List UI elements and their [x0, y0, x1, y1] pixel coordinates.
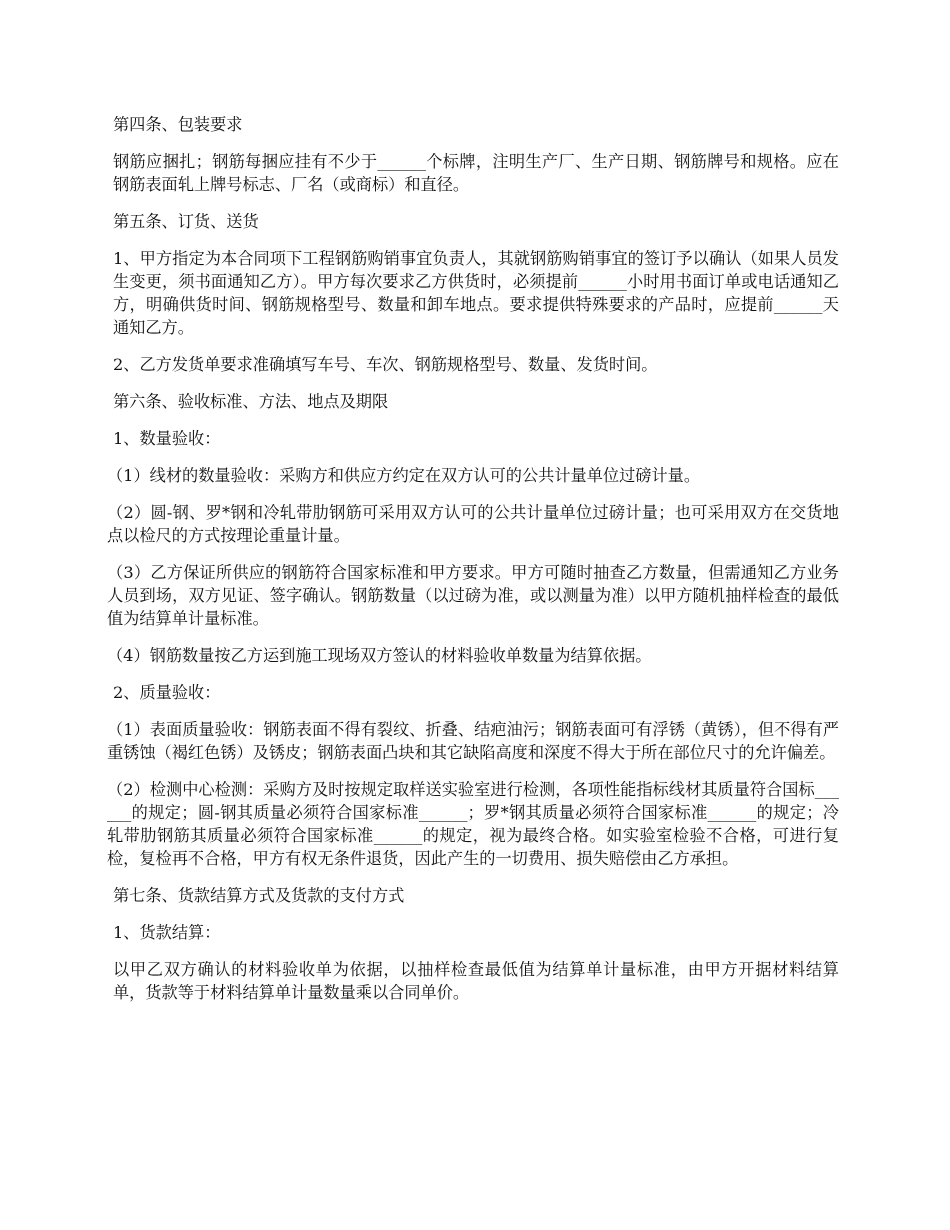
quantity-item-3: （3）乙方保证所供应的钢筋符合国家标准和甲方要求。甲方可随时抽查乙方数量，但需通知乙方业务人员到场，双方见证、签字确认。钢筋数量（以过磅为准，或以测量为准）以甲方随机抽样检查的最低值为结算单计量标准。 [107, 563, 839, 628]
quantity-item-2: （2）圆-钢、罗*钢和冷轧带肋钢筋可采用双方认可的公共计量单位过磅计量；也可采用双方在交货地点以检尺的方式按理论重量计量。 [107, 503, 839, 545]
document-body [107, 113, 839, 1018]
quality-item-1: （1）表面质量验收：钢筋表面不得有裂纹、折叠、结疤油污；钢筋表面可有浮锈（黄锈），但不得有严重锈蚀（褐红色锈）及锈皮；钢筋表面凸块和其它缺陷高度和深度不得大于所在部位尺寸的允许偏差。 [107, 720, 839, 762]
section-heading-4: 第四条、包装要求 [113, 115, 243, 134]
quantity-acceptance-heading: 1、数量验收： [113, 429, 221, 448]
section-heading-5: 第五条、订货、送货 [113, 212, 259, 231]
quality-acceptance-heading: 2、质量验收： [113, 683, 221, 702]
ordering-paragraph-2: 2、乙方发货单要求准确填写车号、车次、钢筋规格型号、数量、发货时间。 [113, 355, 658, 374]
quality-item-2: （2）检测中心检测：采购方及时按规定取样送实验室进行检测，各项性能指标线材其质量符合国标______的规定；圆-钢其质量必须符合国家标准______；罗*钢其质量必须符合国家标准______的规定；冷轧带肋钢筋其质量必须符合国家标准______的规定，视为最终合格。如实验室检验不合格，可进行复检，复检再不合格，甲方有权无条件退货，因此产生的一切费用、损失赔偿由乙方承担。 [107, 780, 839, 868]
quantity-item-4: （4）钢筋数量按乙方运到施工现场双方签认的材料验收单数量为结算依据。 [107, 646, 652, 665]
packaging-paragraph: 钢筋应捆扎；钢筋每捆应挂有不少于______个标牌，注明生产厂、生产日期、钢筋牌号和规格。应在钢筋表面轧上牌号标志、厂名（或商标）和直径。 [113, 152, 839, 194]
settlement-heading: 1、货款结算： [113, 923, 221, 942]
section-heading-6: 第六条、验收标准、方法、地点及期限 [113, 392, 389, 411]
quantity-item-1: （1）线材的数量验收：采购方和供应方约定在双方认可的公共计量单位过磅计量。 [107, 466, 701, 485]
section-heading-7: 第七条、货款结算方式及货款的支付方式 [113, 886, 405, 905]
settlement-paragraph: 以甲乙双方确认的材料验收单为依据，以抽样检查最低值为结算单计量标准，由甲方开据材料结算单，货款等于材料结算单计量数量乘以合同单价。 [113, 960, 839, 1002]
ordering-paragraph-1: 1、甲方指定为本合同项下工程钢筋购销事宜负责人，其就钢筋购销事宜的签订予以确认（如果人员发生变更，须书面通知乙方）。甲方每次要求乙方供货时，必须提前______小时用书面订单或电话通知乙方，明确供货时间、钢筋规格型号、数量和卸车地点。要求提供特殊要求的产品时，应提前______天通知乙方。 [113, 249, 839, 337]
